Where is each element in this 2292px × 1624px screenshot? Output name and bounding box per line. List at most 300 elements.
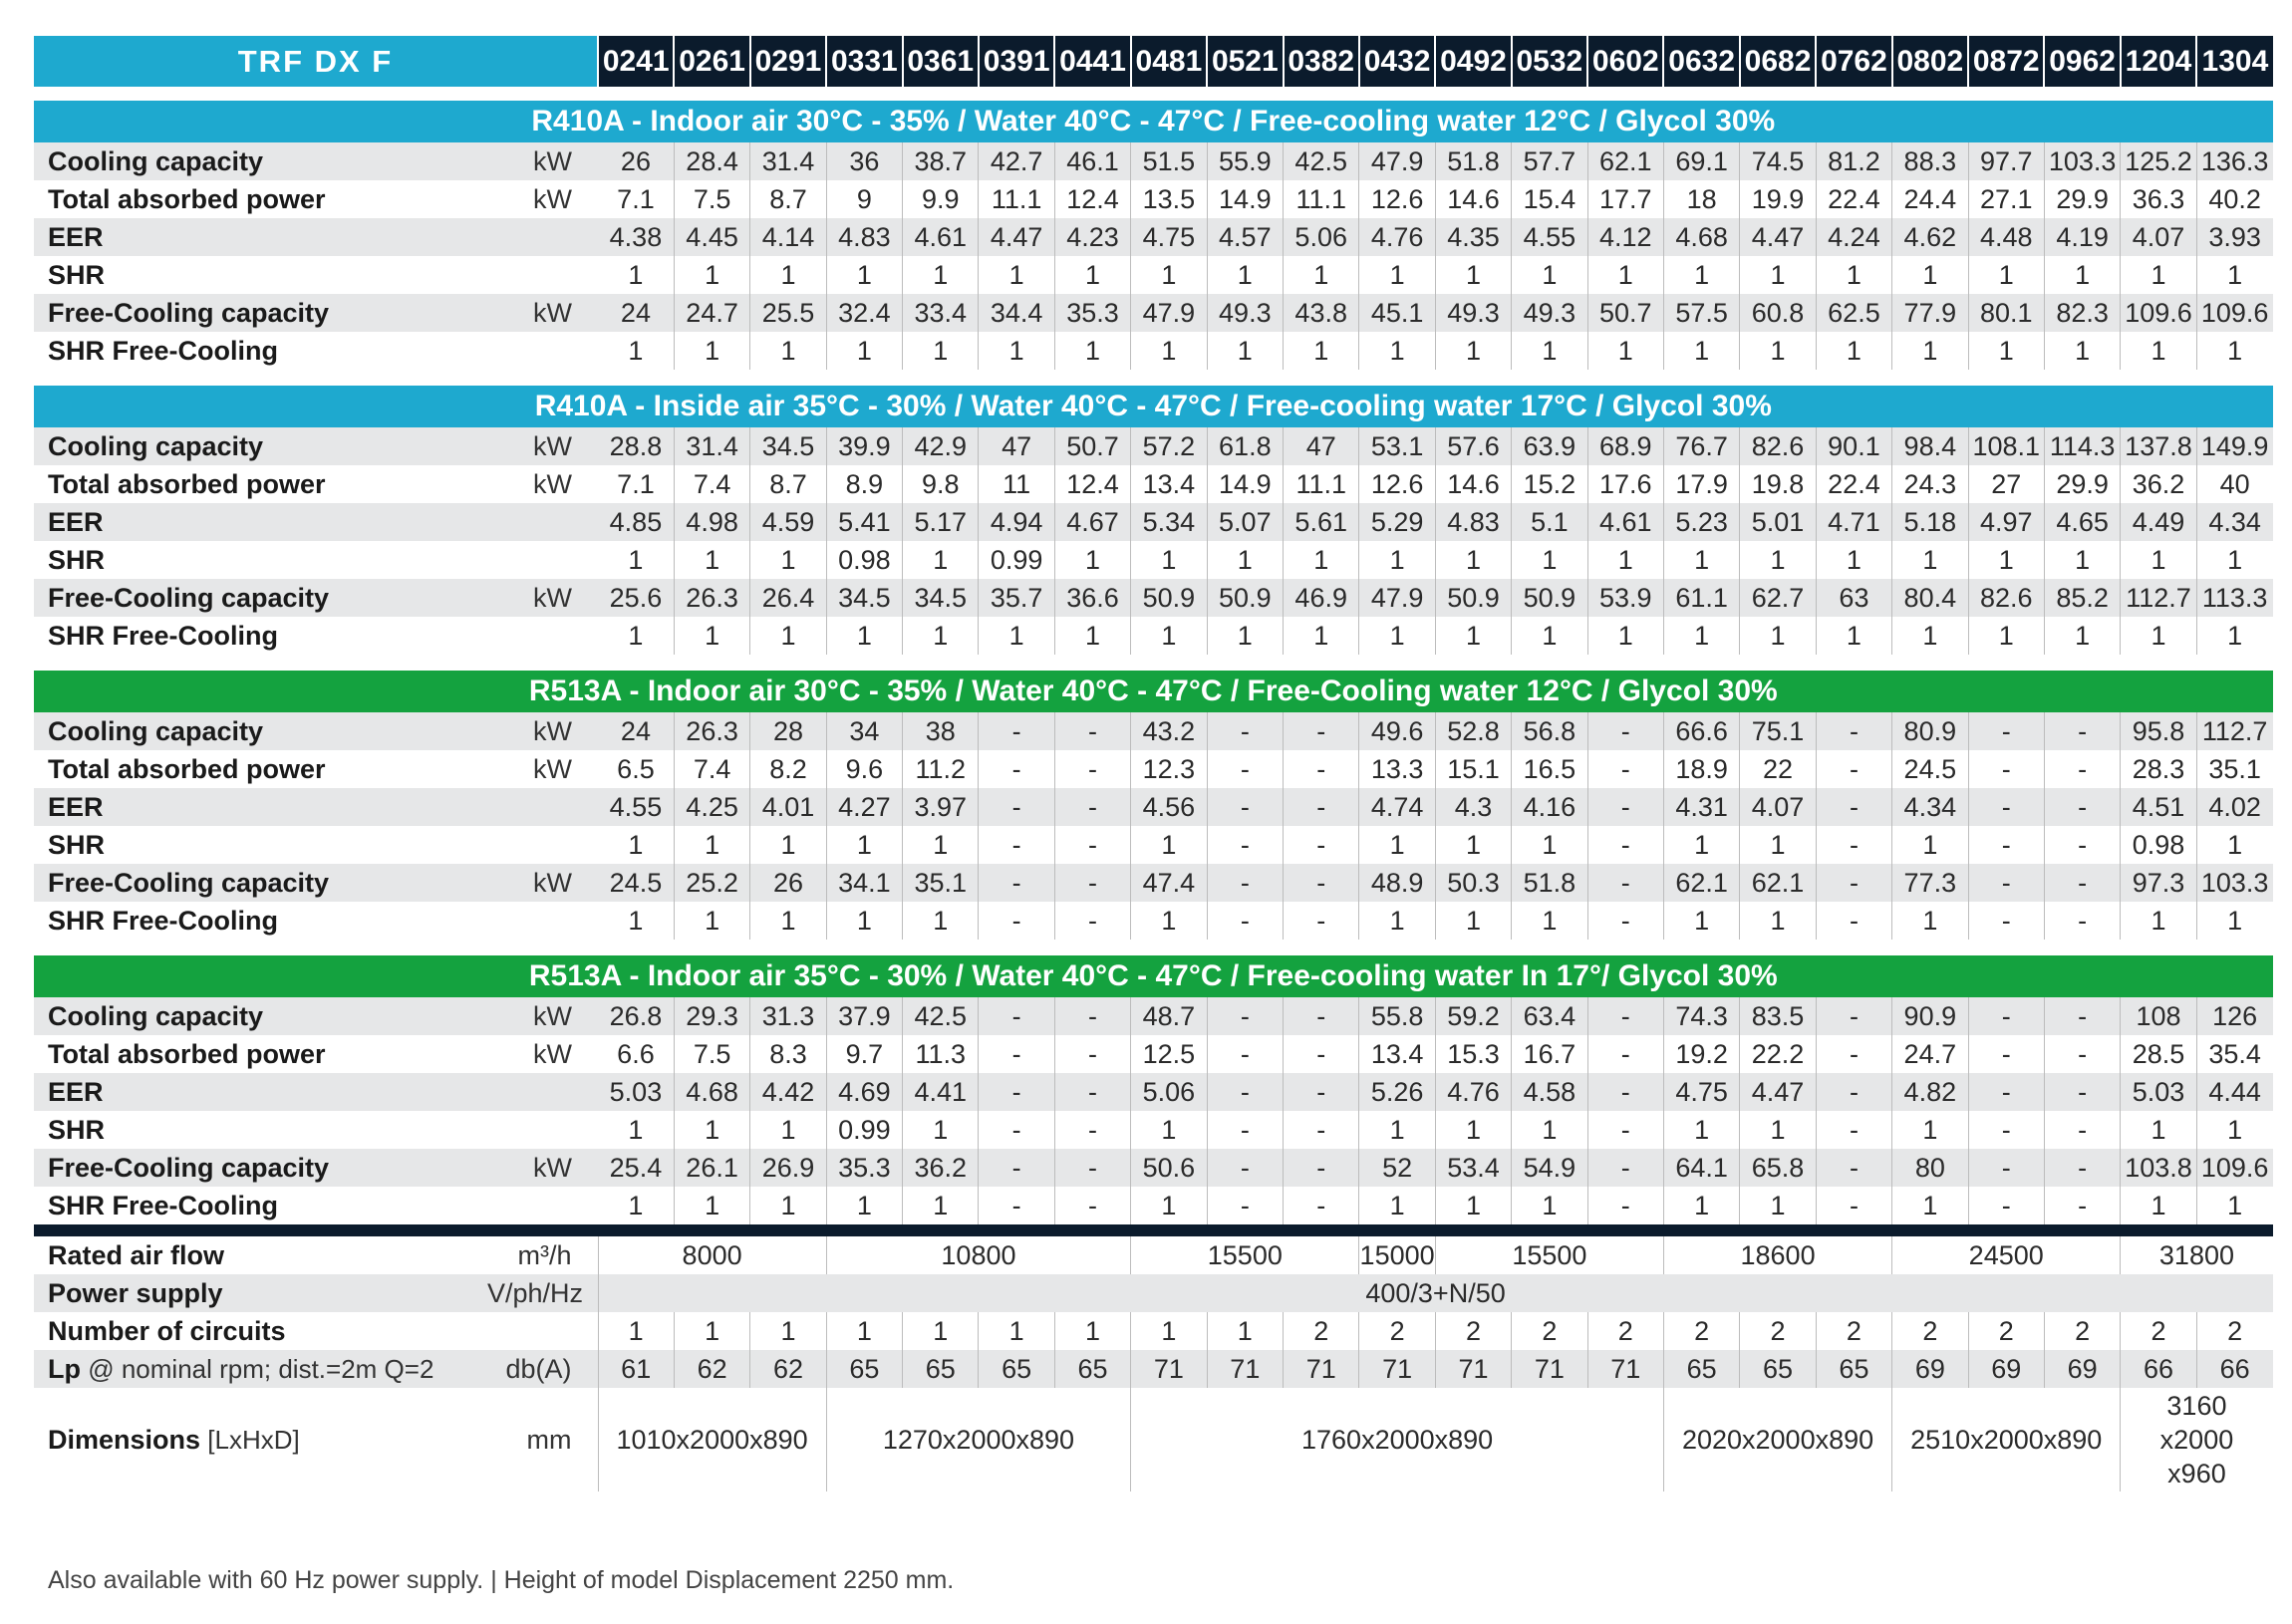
value-cell: 1 bbox=[1740, 1187, 1816, 1224]
value-cell: 1 bbox=[628, 1114, 644, 1145]
value-cell: 82.6 bbox=[1740, 427, 1816, 465]
value-cell: 36.2 bbox=[903, 1149, 979, 1187]
value-cell: 1 bbox=[826, 826, 902, 864]
value-cell: - bbox=[1284, 1073, 1359, 1111]
value-cell: - bbox=[1587, 750, 1663, 788]
model-code: 0682 bbox=[1740, 36, 1816, 87]
circuits-value: 1 bbox=[598, 1312, 674, 1350]
row-label: Cooling capacity bbox=[34, 997, 487, 1035]
value-cell: 1 bbox=[1892, 541, 1968, 579]
value-cell: 1 bbox=[1435, 617, 1511, 655]
value-cell: 59.2 bbox=[1435, 997, 1511, 1035]
value-cell: 42.7 bbox=[979, 142, 1054, 180]
row-unit bbox=[487, 1073, 598, 1111]
model-code: 1304 bbox=[2196, 36, 2272, 87]
model-code: 0441 bbox=[1054, 36, 1130, 87]
value-cell: 4.55 bbox=[598, 788, 674, 826]
air-flow-value: 8000 bbox=[598, 1236, 826, 1274]
value-cell: 1 bbox=[1663, 826, 1739, 864]
value-cell: 82.6 bbox=[1968, 579, 2044, 617]
value-cell: - bbox=[1968, 712, 2044, 750]
value-cell: 60.8 bbox=[1740, 294, 1816, 332]
table-row bbox=[34, 427, 2273, 465]
value-cell: - bbox=[1284, 1149, 1359, 1187]
value-cell: 1 bbox=[1740, 332, 1816, 370]
value-cell: 1 bbox=[1131, 826, 1207, 864]
value-cell: 5.03 bbox=[598, 1073, 674, 1111]
value-cell: - bbox=[1207, 1187, 1283, 1224]
value-cell: 1 bbox=[1968, 617, 2044, 655]
value-cell: 1 bbox=[674, 902, 749, 940]
circuits-value: 2 bbox=[1816, 1312, 1891, 1350]
value-cell: 19.8 bbox=[1740, 465, 1816, 503]
value-cell: 34.4 bbox=[979, 294, 1054, 332]
value-cell: 1 bbox=[903, 541, 979, 579]
value-cell: 1 bbox=[1587, 332, 1663, 370]
value-cell: 103.8 bbox=[2121, 1149, 2196, 1187]
row-unit: db(A) bbox=[487, 1350, 598, 1388]
value-cell: 19.2 bbox=[1663, 1035, 1739, 1073]
value-cell: - bbox=[2044, 997, 2120, 1035]
value-cell: 53.4 bbox=[1435, 1149, 1511, 1187]
value-cell: - bbox=[979, 902, 1054, 940]
model-code: 0632 bbox=[1663, 36, 1739, 87]
value-cell: 4.45 bbox=[674, 218, 749, 256]
value-cell: 4.38 bbox=[598, 218, 674, 256]
value-cell: 24.7 bbox=[674, 294, 749, 332]
sound-pressure-value: 69 bbox=[1968, 1350, 2044, 1388]
section-title-row bbox=[34, 955, 2273, 997]
air-flow-value: 15500 bbox=[1131, 1236, 1359, 1274]
value-cell: 66.6 bbox=[1663, 712, 1739, 750]
circuits-value: 2 bbox=[2121, 1312, 2196, 1350]
spacer bbox=[34, 940, 2273, 955]
value-cell: 1 bbox=[1207, 541, 1283, 579]
table-row bbox=[34, 1149, 2273, 1187]
circuits-value: 2 bbox=[1284, 1312, 1359, 1350]
circuits-value: 2 bbox=[2196, 1312, 2272, 1350]
row-label: SHR Free-Cooling bbox=[48, 335, 279, 366]
value-cell: 11.1 bbox=[979, 180, 1054, 218]
value-cell: 50.7 bbox=[1587, 294, 1663, 332]
section-title: R410A - Inside air 35°C - 30% / Water 40°C - 47°C / Free-cooling water 17°C / Glycol 30% bbox=[34, 386, 2273, 427]
value-cell: - bbox=[1207, 997, 1283, 1035]
value-cell: 33.4 bbox=[903, 294, 979, 332]
value-cell: 26.1 bbox=[674, 1149, 749, 1187]
value-cell: 1 bbox=[1131, 332, 1207, 370]
value-cell: 1 bbox=[1284, 256, 1359, 294]
row-label: Cooling capacity bbox=[34, 427, 487, 465]
value-cell: 1 bbox=[1968, 332, 2044, 370]
value-cell: 1 bbox=[1663, 1111, 1739, 1149]
spacer bbox=[34, 940, 2273, 955]
value-cell: 25.6 bbox=[598, 579, 674, 617]
sound-pressure-value: 71 bbox=[1359, 1350, 1435, 1388]
value-cell: 1 bbox=[1131, 617, 1207, 655]
value-cell: 4.83 bbox=[826, 218, 902, 256]
value-cell: 1 bbox=[674, 617, 749, 655]
value-cell: 13.5 bbox=[1131, 180, 1207, 218]
value-cell: 1 bbox=[2196, 826, 2272, 864]
value-cell: 57.7 bbox=[1512, 142, 1587, 180]
circuits-value: 1 bbox=[1207, 1312, 1283, 1350]
value-cell: - bbox=[1587, 902, 1663, 940]
value-cell: 1 bbox=[2121, 332, 2196, 370]
value-cell: 4.16 bbox=[1512, 788, 1587, 826]
value-cell: 4.47 bbox=[1740, 218, 1816, 256]
model-code: 0802 bbox=[1892, 36, 1968, 87]
circuits-value: 2 bbox=[1892, 1312, 1968, 1350]
value-cell: 53.1 bbox=[1359, 427, 1435, 465]
value-cell: 1 bbox=[628, 905, 644, 936]
value-cell: 32.4 bbox=[826, 294, 902, 332]
value-cell: 9.9 bbox=[903, 180, 979, 218]
value-cell: 112.7 bbox=[2121, 579, 2196, 617]
value-cell: 11.2 bbox=[903, 750, 979, 788]
value-cell: 137.8 bbox=[2121, 427, 2196, 465]
value-cell: 1 bbox=[1359, 332, 1435, 370]
value-cell: - bbox=[1207, 788, 1283, 826]
value-cell: - bbox=[2044, 750, 2120, 788]
row-label: EER bbox=[34, 218, 487, 256]
section-title: R513A - Indoor air 30°C - 35% / Water 40°C - 47°C / Free-Cooling water 12°C / Glycol 30% bbox=[34, 671, 2273, 712]
model-code: 0602 bbox=[1587, 36, 1663, 87]
row-label: SHR bbox=[48, 544, 106, 575]
value-cell: 25.5 bbox=[750, 294, 826, 332]
value-cell: 12.3 bbox=[1131, 750, 1207, 788]
value-cell: 1 bbox=[750, 332, 826, 370]
value-cell: 6.5 bbox=[617, 753, 655, 784]
value-cell: 1 bbox=[1663, 256, 1739, 294]
value-cell: 11.1 bbox=[1284, 465, 1359, 503]
value-cell: 31.4 bbox=[750, 142, 826, 180]
value-cell: 1 bbox=[1284, 541, 1359, 579]
value-cell: 42.5 bbox=[1284, 142, 1359, 180]
spacer bbox=[34, 370, 2273, 386]
value-cell: 1 bbox=[1359, 617, 1435, 655]
value-cell: 15.2 bbox=[1512, 465, 1587, 503]
value-cell: - bbox=[1284, 1035, 1359, 1073]
value-cell: 1 bbox=[2044, 256, 2120, 294]
table-row bbox=[34, 180, 2273, 218]
value-cell: 7.1 bbox=[617, 183, 655, 214]
value-cell: 1 bbox=[2121, 256, 2196, 294]
row-unit bbox=[487, 332, 598, 370]
value-cell: 1 bbox=[1359, 541, 1435, 579]
value-cell: - bbox=[1587, 826, 1663, 864]
value-cell: 26.4 bbox=[750, 579, 826, 617]
value-cell: 31.3 bbox=[750, 997, 826, 1035]
value-cell: 1 bbox=[903, 332, 979, 370]
value-cell: 5.06 bbox=[1131, 1073, 1207, 1111]
value-cell: 1 bbox=[903, 1187, 979, 1224]
circuits-value: 1 bbox=[750, 1312, 826, 1350]
value-cell: 1 bbox=[1359, 1187, 1435, 1224]
row-label-text: Power supply bbox=[48, 1277, 223, 1308]
value-cell: 28.4 bbox=[674, 142, 749, 180]
value-cell: - bbox=[1207, 1035, 1283, 1073]
value-cell: 1 bbox=[1512, 256, 1587, 294]
circuits-value: 1 bbox=[979, 1312, 1054, 1350]
value-cell: - bbox=[2044, 826, 2120, 864]
value-cell: - bbox=[1816, 712, 1891, 750]
value-cell: 8.7 bbox=[750, 465, 826, 503]
value-cell: - bbox=[1587, 1035, 1663, 1073]
value-cell: - bbox=[1054, 864, 1130, 902]
value-cell: 1 bbox=[1740, 541, 1816, 579]
value-cell: 1 bbox=[903, 902, 979, 940]
value-cell: 83.5 bbox=[1740, 997, 1816, 1035]
row-label: EER bbox=[34, 503, 487, 541]
value-cell: 1 bbox=[1512, 332, 1587, 370]
value-cell: 1 bbox=[2196, 1187, 2272, 1224]
value-cell: - bbox=[1284, 1187, 1359, 1224]
value-cell: 1 bbox=[826, 617, 902, 655]
model-code: 0291 bbox=[750, 36, 826, 87]
value-cell: 1 bbox=[750, 617, 826, 655]
value-cell: - bbox=[979, 1073, 1054, 1111]
value-cell: - bbox=[1284, 997, 1359, 1035]
value-cell: 4.25 bbox=[674, 788, 749, 826]
value-cell: 1 bbox=[2121, 541, 2196, 579]
value-cell: 49.6 bbox=[1359, 712, 1435, 750]
row-unit bbox=[487, 1111, 598, 1149]
value-cell: - bbox=[1816, 1187, 1891, 1224]
value-cell: 1 bbox=[979, 332, 1054, 370]
value-cell: 1 bbox=[1359, 1111, 1435, 1149]
value-cell: 34.1 bbox=[826, 864, 902, 902]
value-cell: 38 bbox=[903, 712, 979, 750]
value-cell: - bbox=[979, 788, 1054, 826]
table-row bbox=[34, 1111, 2273, 1149]
value-cell: 4.82 bbox=[1892, 1073, 1968, 1111]
value-cell: - bbox=[1968, 997, 2044, 1035]
value-cell: 0.99 bbox=[826, 1111, 902, 1149]
value-cell: 103.3 bbox=[2044, 142, 2120, 180]
value-cell: 1 bbox=[1131, 541, 1207, 579]
value-cell: 88.3 bbox=[1892, 142, 1968, 180]
value-cell: 1 bbox=[2044, 617, 2120, 655]
value-cell: - bbox=[1587, 1187, 1663, 1224]
value-cell: 1 bbox=[2196, 1111, 2272, 1149]
value-cell: - bbox=[1968, 902, 2044, 940]
value-cell: 1 bbox=[2196, 256, 2272, 294]
value-cell: 9 bbox=[826, 180, 902, 218]
value-cell: 4.55 bbox=[1512, 218, 1587, 256]
value-cell: 108 bbox=[2121, 997, 2196, 1035]
value-cell: 4.67 bbox=[1054, 503, 1130, 541]
value-cell: 1 bbox=[1740, 1111, 1816, 1149]
model-code: 0492 bbox=[1435, 36, 1511, 87]
value-cell: 4.62 bbox=[1892, 218, 1968, 256]
value-cell: 1 bbox=[1740, 826, 1816, 864]
value-cell: - bbox=[1587, 1073, 1663, 1111]
value-cell: - bbox=[979, 997, 1054, 1035]
value-cell: 4.34 bbox=[2196, 503, 2272, 541]
row-label: Free-Cooling capacity bbox=[34, 864, 487, 902]
value-cell: 11.1 bbox=[1284, 180, 1359, 218]
value-cell: 4.76 bbox=[1435, 1073, 1511, 1111]
row-label bbox=[34, 1274, 487, 1312]
value-cell: - bbox=[1054, 826, 1130, 864]
value-cell: 1 bbox=[674, 332, 749, 370]
sound-pressure-value: 66 bbox=[2196, 1350, 2272, 1388]
model-code: 0261 bbox=[674, 36, 749, 87]
value-cell: 0.98 bbox=[2121, 826, 2196, 864]
value-cell: 80.1 bbox=[1968, 294, 2044, 332]
value-cell: 1 bbox=[1892, 256, 1968, 294]
value-cell: 4.69 bbox=[826, 1073, 902, 1111]
value-cell: 15.1 bbox=[1435, 750, 1511, 788]
value-cell: 31.4 bbox=[674, 427, 749, 465]
value-cell: 1 bbox=[1359, 902, 1435, 940]
value-cell: - bbox=[1207, 750, 1283, 788]
model-code: 1204 bbox=[2121, 36, 2196, 87]
table-row bbox=[34, 997, 2273, 1035]
value-cell: 5.1 bbox=[1512, 503, 1587, 541]
value-cell: 35.7 bbox=[979, 579, 1054, 617]
row-unit: kW bbox=[533, 183, 572, 214]
value-cell: 4.59 bbox=[750, 503, 826, 541]
value-cell: 12.6 bbox=[1359, 465, 1435, 503]
table-row bbox=[34, 750, 2273, 788]
value-cell: 90.9 bbox=[1892, 997, 1968, 1035]
value-cell: 51.8 bbox=[1435, 142, 1511, 180]
row-unit: kW bbox=[487, 579, 598, 617]
row-label: SHR Free-Cooling bbox=[48, 1190, 279, 1220]
value-cell: 76.7 bbox=[1663, 427, 1739, 465]
value-cell: 40 bbox=[2196, 465, 2272, 503]
value-cell: - bbox=[1284, 712, 1359, 750]
value-cell: 4.14 bbox=[750, 218, 826, 256]
value-cell: 28.5 bbox=[2121, 1035, 2196, 1073]
value-cell: 5.23 bbox=[1663, 503, 1739, 541]
value-cell: 4.07 bbox=[1740, 788, 1816, 826]
table-row bbox=[34, 1187, 2273, 1224]
value-cell: 62.1 bbox=[1740, 864, 1816, 902]
value-cell: - bbox=[1587, 788, 1663, 826]
circuits-value: 2 bbox=[1968, 1312, 2044, 1350]
air-flow-value: 18600 bbox=[1663, 1236, 1891, 1274]
air-flow-value: 24500 bbox=[1892, 1236, 2121, 1274]
value-cell: 4.12 bbox=[1587, 218, 1663, 256]
row-label: EER bbox=[34, 1073, 487, 1111]
value-cell: 40.2 bbox=[2196, 180, 2272, 218]
value-cell: 34.5 bbox=[826, 579, 902, 617]
value-cell: 1 bbox=[1131, 902, 1207, 940]
value-cell: 26.8 bbox=[598, 997, 674, 1035]
value-cell: 1 bbox=[674, 541, 749, 579]
value-cell: 36 bbox=[826, 142, 902, 180]
row-unit: kW bbox=[487, 997, 598, 1035]
value-cell: 1 bbox=[674, 1111, 749, 1149]
value-cell: 11 bbox=[979, 465, 1054, 503]
row-unit bbox=[487, 1187, 598, 1224]
value-cell: - bbox=[1587, 1149, 1663, 1187]
value-cell: 42.9 bbox=[903, 427, 979, 465]
value-cell: 3.97 bbox=[903, 788, 979, 826]
value-cell: 4.49 bbox=[2121, 503, 2196, 541]
value-cell: 1 bbox=[1816, 256, 1891, 294]
value-cell: - bbox=[1207, 1111, 1283, 1149]
value-cell: 4.42 bbox=[750, 1073, 826, 1111]
value-cell: 50.9 bbox=[1207, 579, 1283, 617]
value-cell: 1 bbox=[903, 256, 979, 294]
value-cell: - bbox=[979, 750, 1054, 788]
row-label-qualifier: @ nominal rpm; dist.=2m Q=2 bbox=[81, 1353, 434, 1384]
value-cell: - bbox=[1968, 1111, 2044, 1149]
value-cell: 1 bbox=[1587, 617, 1663, 655]
value-cell: 1 bbox=[1512, 1187, 1587, 1224]
rated-air-flow-row bbox=[34, 1236, 2273, 1274]
row-label: Free-Cooling capacity bbox=[34, 294, 487, 332]
spacer bbox=[34, 655, 2273, 671]
value-cell: 80.9 bbox=[1892, 712, 1968, 750]
value-cell: - bbox=[1968, 1187, 2044, 1224]
value-cell: 22.2 bbox=[1740, 1035, 1816, 1073]
value-cell: 1 bbox=[1892, 332, 1968, 370]
value-cell: 77.9 bbox=[1892, 294, 1968, 332]
value-cell: 16.5 bbox=[1512, 750, 1587, 788]
value-cell: 95.8 bbox=[2121, 712, 2196, 750]
value-cell: 47.9 bbox=[1131, 294, 1207, 332]
value-cell: 48.9 bbox=[1359, 864, 1435, 902]
value-cell: - bbox=[2044, 788, 2120, 826]
value-cell: 1 bbox=[903, 1111, 979, 1149]
value-cell: - bbox=[1054, 1187, 1130, 1224]
value-cell: 1 bbox=[1740, 617, 1816, 655]
section-divider bbox=[34, 1224, 2273, 1236]
circuits-value: 2 bbox=[1512, 1312, 1587, 1350]
row-unit: kW bbox=[487, 864, 598, 902]
value-cell: 1 bbox=[2196, 541, 2272, 579]
value-cell: - bbox=[1054, 1111, 1130, 1149]
value-cell: - bbox=[1816, 788, 1891, 826]
row-unit: mm bbox=[526, 1424, 572, 1455]
value-cell: 14.6 bbox=[1435, 180, 1511, 218]
value-cell: 55.8 bbox=[1359, 997, 1435, 1035]
value-cell: - bbox=[1587, 1111, 1663, 1149]
row-label: Free-Cooling capacity bbox=[34, 579, 487, 617]
dimensions-row bbox=[34, 1388, 2273, 1491]
value-cell: 34.5 bbox=[903, 579, 979, 617]
row-unit bbox=[487, 617, 598, 655]
value-cell: 46.9 bbox=[1284, 579, 1359, 617]
value-cell: 1 bbox=[674, 256, 749, 294]
table-row bbox=[34, 218, 2273, 256]
value-cell: 4.85 bbox=[598, 503, 674, 541]
value-cell: 4.47 bbox=[979, 218, 1054, 256]
value-cell: 1 bbox=[2121, 1187, 2196, 1224]
value-cell: 97.3 bbox=[2121, 864, 2196, 902]
value-cell: 62.1 bbox=[1663, 864, 1739, 902]
value-cell: 49.3 bbox=[1435, 294, 1511, 332]
value-cell: 12.6 bbox=[1359, 180, 1435, 218]
value-cell: - bbox=[1054, 1149, 1130, 1187]
value-cell: 1 bbox=[826, 256, 902, 294]
value-cell: 26 bbox=[598, 142, 674, 180]
sound-pressure-value: 65 bbox=[1054, 1350, 1130, 1388]
sound-pressure-value: 71 bbox=[1284, 1350, 1359, 1388]
value-cell: 7.5 bbox=[674, 1035, 749, 1073]
value-cell: 4.23 bbox=[1054, 218, 1130, 256]
value-cell: - bbox=[1816, 864, 1891, 902]
value-cell: 24.4 bbox=[1892, 180, 1968, 218]
value-cell: 51.5 bbox=[1131, 142, 1207, 180]
value-cell: 50.6 bbox=[1131, 1149, 1207, 1187]
value-cell: 4.74 bbox=[1359, 788, 1435, 826]
sound-pressure-value: 71 bbox=[1131, 1350, 1207, 1388]
